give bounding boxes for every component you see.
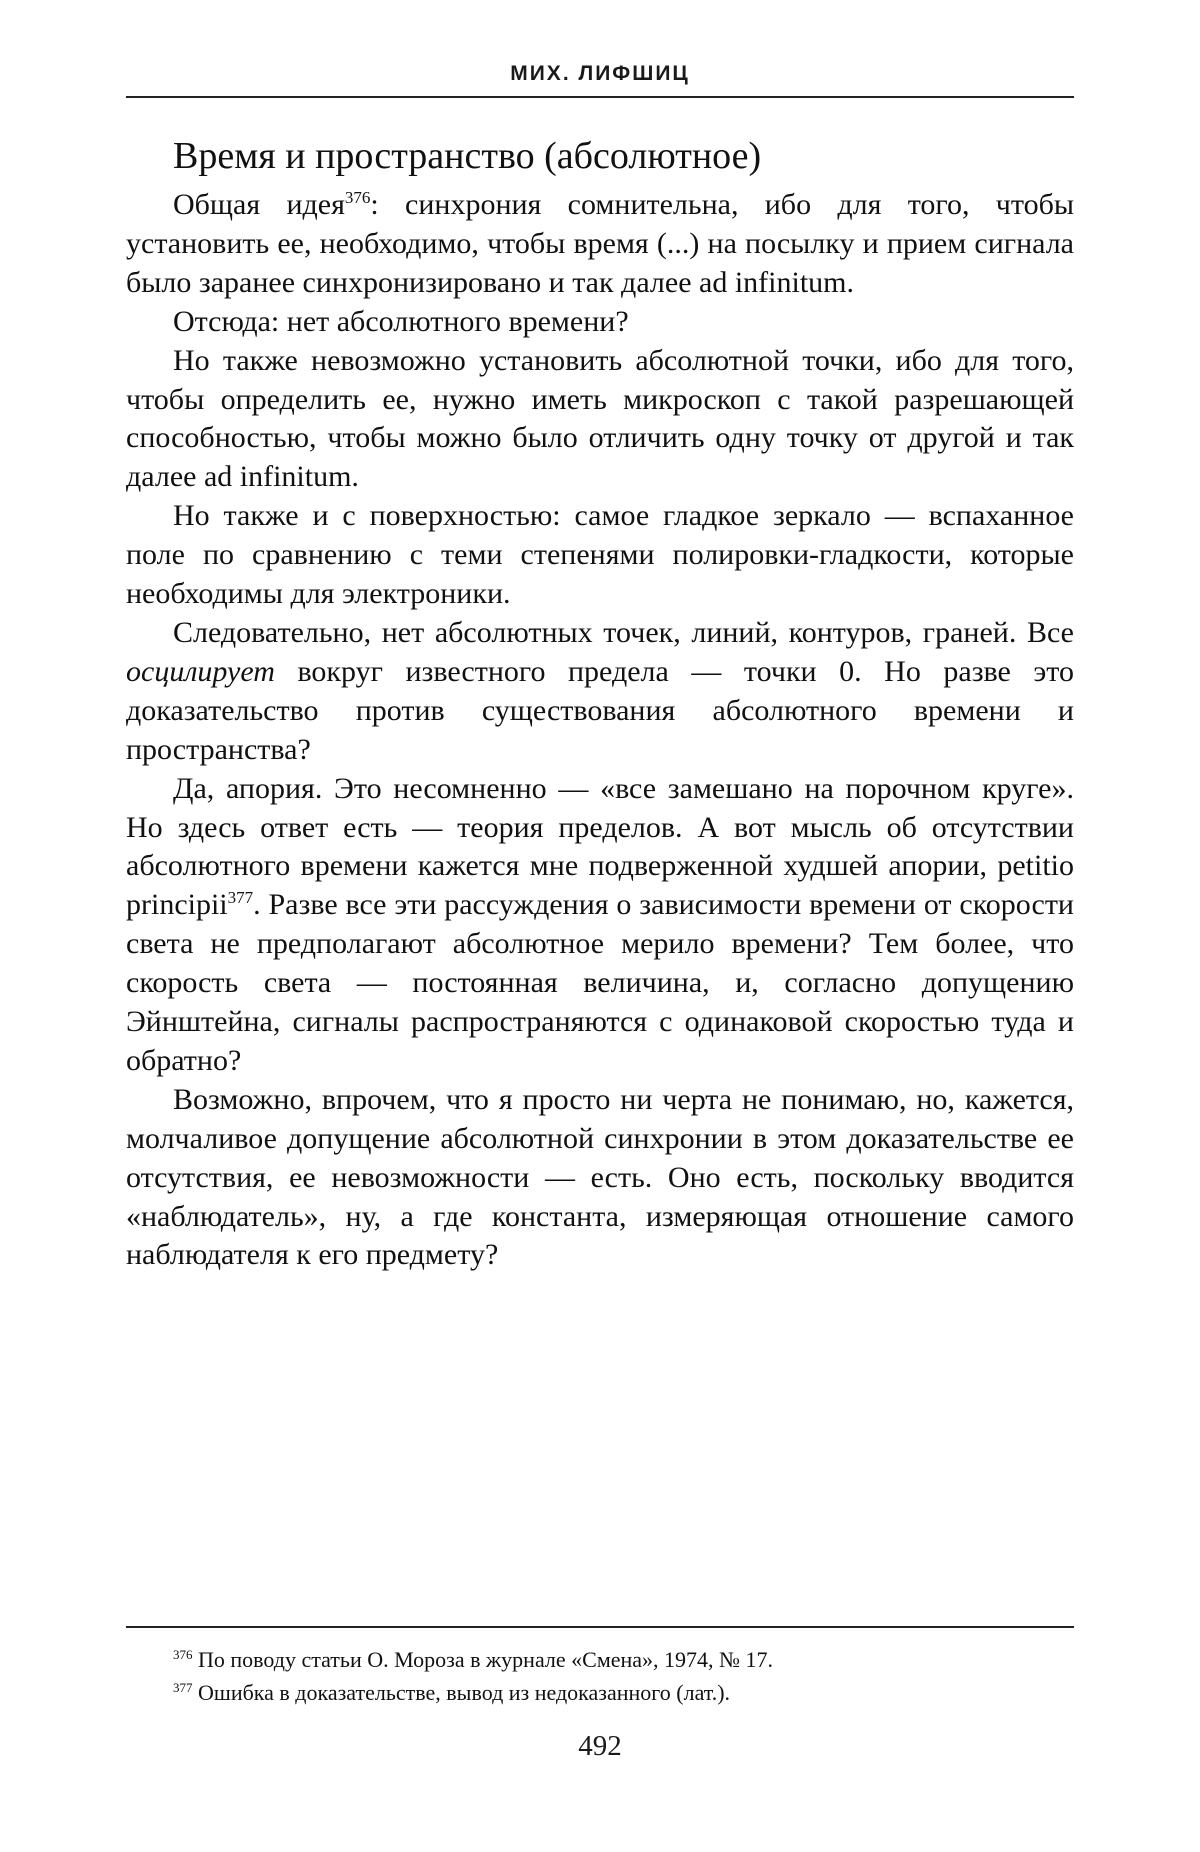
paragraph-2: Отсюда: нет абсолютного времени? xyxy=(173,304,629,338)
page-number: 492 xyxy=(578,1730,622,1762)
paragraph-6-start: Да, апория. Это несомненно — «все замешано на порочном круге». Но здесь ответ есть — теория пределов. А вот мысль об отсутствии абсолютного времени кажется мне подверженной худшей апории, petitio principii xyxy=(126,771,1074,922)
paragraph-1 xyxy=(126,186,1074,303)
footnote-number: 377 xyxy=(173,1680,193,1695)
paragraph-3: Но также невозможно установить абсолютной точки, ибо для того, чтобы определить ее, нужно иметь микроскоп с такой разрешающей способностью, чтобы можно было отличить одну точку от другой и так далее ad infinitum. xyxy=(126,343,1074,494)
paragraph-1-start: Общая идея xyxy=(173,188,345,221)
paragraph-7: Возможно, впрочем, что я просто ни черта не понимаю, но, кажется, молчаливое допущение абсолютной синхронии в этом доказательстве ее отсутствия, ее невозможности — есть. Оно есть, поскольку вводится «наблюдатель», ну, а где константа, измеряющая отношение самого наблюдателя к его предмету? xyxy=(126,1082,1074,1272)
paragraph-1-rest: : синхрония сомнительна, ибо для того, чтобы установить ее, необходимо, чтобы время (...) на посылку и прием сигнала было заранее синхронизировано и так далее ad infinitum. xyxy=(126,188,1074,299)
footnote-rule xyxy=(126,1626,1074,1628)
paragraph-5-rest: вокруг известного предела — точки 0. Но разве это доказательство против существования абсолютного времени и пространства? xyxy=(126,654,1074,766)
book-page xyxy=(126,0,1074,1852)
paragraph-5-emphasis: осцилирует xyxy=(126,654,275,688)
paragraph-5 xyxy=(126,614,1074,770)
running-head: МИХ. ЛИФШИЦ xyxy=(510,62,690,85)
body-text xyxy=(126,186,1074,1275)
footnote-377 xyxy=(173,1676,1073,1709)
paragraph-4: Но также и с поверхностью: самое гладкое зеркало — вспаханное поле по сравнению с теми степенями полировки-гладкости, которые необходимы для электроники. xyxy=(126,499,1074,611)
header-rule xyxy=(126,96,1074,98)
footnote-number: 376 xyxy=(173,1647,193,1662)
footnote-text: По поводу статьи О. Мороза в журнале «Смена», 1974, № 17. xyxy=(198,1647,774,1672)
footnote-ref-376: 376 xyxy=(344,188,371,207)
section-title: Время и пространство (абсолютное) xyxy=(173,135,762,177)
paragraph-6-rest: . Разве все эти рассуждения о зависимости времени от скорости света не предполагают абсолютное мерило времени? Тем более, что скорость света — постоянная величина, и, согласно допущению Эйнштейна, сигналы распространяются с одинаковой скоростью туда и обратно? xyxy=(126,888,1074,1077)
paragraph-6 xyxy=(126,770,1074,1081)
footnote-ref-377: 377 xyxy=(227,888,254,908)
footnotes xyxy=(173,1643,1073,1709)
paragraph-5-start: Следовательно, нет абсолютных точек, линий, контуров, граней. Все xyxy=(173,615,1074,649)
footnote-text: Ошибка в доказательстве, вывод из недоказанного (лат.). xyxy=(198,1680,731,1705)
footnote-376 xyxy=(173,1643,1073,1676)
